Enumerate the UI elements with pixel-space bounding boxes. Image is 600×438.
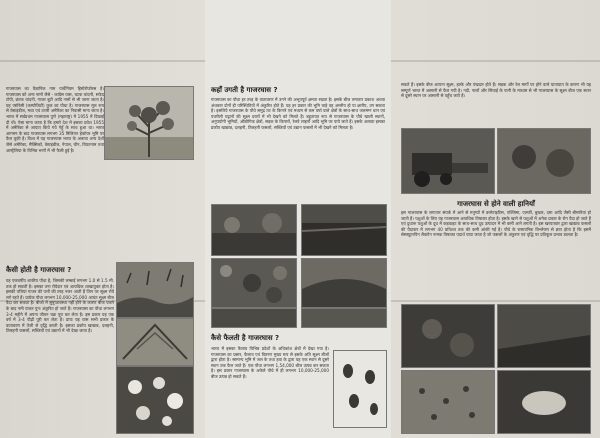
column-middle bbox=[205, 0, 391, 438]
crop-infestation-photo bbox=[301, 258, 387, 308]
description-text: यह एकवर्षीय शाकीय पौधा है, जिसकी लम्बाई लगभग 1.0 से 1.5 मी. तक हो सकती है। इसका तना रोयेदार एवं अत्यधिक शाखायुक्त होता है। इसकी पत्तियां गाजर की पत्ती की तरह नजर आती हैं जिन पर सूक्ष्म रोयें लगे रहते हैं। प्रत्येक पौधा लगभग 10,000-25,000 अत्यंत सूक्ष्म बीज पैदा कर सकता है। बीजों में सुषुप्तावस्था नहीं होने के कारण बीज पकने के बाद नमी पाकर पुनः अंकुरित हो जाते हैं। गाजरघास का पौधा लगभग 3-4 महीने में अपना जीवन चक्र पूरा कर लेता है। इस प्रकार यह एक वर्ष में 3-4 पीढ़ी पूरी कर लेता है। प्रायः यह घास सभी प्रकार के वातावरण में तेजी से वृद्धि करती है। इसका प्रकोप खाद्यान्न, दलहनी, तिलहनी फसलों, सब्जियों एवं उद्यानों में भी देखा जाता है। bbox=[6, 278, 114, 334]
grass-field-photo bbox=[116, 262, 194, 318]
dense-weed-photo bbox=[211, 258, 297, 308]
parthenium-plant-photo bbox=[104, 86, 194, 160]
column-right bbox=[397, 0, 594, 438]
intro-text: गाजरघास का वैज्ञानिक नाम पार्थेनियम हिस्टेरोफोरस है। गाजरघास को अन्य नामों जैसे - कांग्रेस घास, चटक चांदनी, सफेद टोपी, छंटक चांदनी, गाजर बूटी आदि नामों से भी जाना जाता है। यह एस्टेरेसी (कम्पोजिटी) कुल का पौधा है। गाजरघास मूल रूप से वेस्टइंडीज, मध्य एवं उत्तरी अमेरिका का निवासी माना जाता है। भारत में सर्वप्रथम गाजरघास पुणे (महाराष्ट्र) में 1955 में दिखाई दी थी। ऐसा माना जाता है कि हमारे देश में इसका प्रवेश 1955 में अमेरिका से आयात किये गये गेहूँ के साथ हुआ था। भारत आगमन के बाद गाजरघास लगभग 35 मिलियन हेक्टेयर भूमि पर फैल चुकी है। विश्व में यह गाजरघास भारत के अलावा अन्य देशों जैसे अमेरिका, मैक्सिको, वेस्टइंडीज, नेपाल, चीन, वियतनाम तथा आस्ट्रेलिया के विभिन्न भागों में भी फैली हुई है। bbox=[6, 86, 104, 153]
skin-allergy-photo bbox=[401, 304, 495, 368]
ground-photo bbox=[211, 308, 297, 328]
seeds-photo bbox=[333, 350, 387, 428]
weed-clearing-photo bbox=[497, 128, 591, 194]
field-photo bbox=[301, 204, 387, 256]
where-grows-text: गाजरघास का पौधा हर तरह के वातावरण में उगने की अभूतपूर्व क्षमता रखता है। इसके बीज लगातार प्रकाश अथवा अंधकार दोनों ही परिस्थितियों में अंकुरित होते हैं। यह हर प्रकार की भूमि चाहे वह अम्लीय हो या क्षारीय, उग सकता है। इसलिये गाजरघास के पौधे समुद्र तट के किनारे एवं मध्यम से कम वर्षा वाले क्षेत्रों के साथ-साथ जलमग्न धान एवं पथरीली चट्टानों की सूक्ष्म दरारों में भी देखने को मिलते हैं। बहुतायत रूप से गाजरघास के पौधे खाली स्थानों, अनुपयोगी भूमियों, औद्योगिक क्षेत्रों, सड़क के किनारों, रेलवे लाइनों आदि भूमि पर पाये जाते हैं। इसके अलावा इसका प्रकोप खाद्यान्न, दलहनी, तिलहनी फसलों, सब्जियों एवं उद्यान फसलों में भी देखने को मिलता है। bbox=[211, 97, 385, 130]
crop-damage-photo bbox=[497, 304, 591, 368]
tractor-photo bbox=[401, 128, 495, 194]
harms-text: इस गाजरघास के लगातार संपर्क में आने से मनुष्यों में डरमेटाइटिस, एक्जिमा, एलर्जी, बुखार, दमा आदि जैसी बीमारियां हो जाती हैं। पशुओं के लिए यह गाजरघास अत्यधिक विषाक्त होता है। इसके खाने से पशुओं में अनेक प्रकार के रोग पैदा हो जाते हैं एवं दुधारू पशुओं के दूध में कड़वाहट के साथ-साथ दूध उत्पादन में भी कमी आने लगती है। इस खरपतवार द्वारा खाद्यान्न फसलों की पैदावार में लगभग 40 प्रतिशत तक की कमी आंकी गई है। पौधे के रासायनिक विश्लेषण से ज्ञात होता है कि इसमें सेस्क्यूटरपिन लैक्टोन नामक विषाक्त पदार्थ पाया जाता है जो फसलों के अंकुरण एवं वृद्धि पर प्रतिकूल प्रभाव डालता है। bbox=[401, 210, 591, 238]
heading-how-spreads: कैसे फैलती है गाजरघास ? bbox=[211, 334, 280, 342]
column-left bbox=[6, 0, 196, 438]
cattle-feed-photo bbox=[497, 370, 591, 434]
spread-continued-text: सकते हैं। इसके बीज अत्यन्त सूक्ष्म, हल्के और पंखदार होते हैं। सड़क और रेल मार्गों पर होने वाले यातायात के कारण भी यह सम्पूर्ण भारत में आसानी से फैल गयी है। नदी, नालों और सिंचाई के पानी के माध्यम से भी गाजरघास के सूक्ष्म बीज एक स्थान से दूसरे स्थान पर आसानी से पहुँच जाते हैं। bbox=[401, 82, 591, 99]
heading-where-grows: कहाँ उगती है गाजरघास ? bbox=[211, 86, 278, 94]
rash-photo bbox=[401, 370, 495, 434]
roadside-photo bbox=[211, 204, 297, 256]
leaf-closeup-photo bbox=[116, 318, 194, 366]
heading-harms: गाजरघास से होने वाली हानियाँ bbox=[457, 200, 535, 208]
flower-closeup-photo bbox=[116, 366, 194, 434]
heading-what-is: कैसी होती है गाजरघास ? bbox=[6, 266, 72, 274]
plant-photo bbox=[301, 308, 387, 328]
how-spreads-text: भारत में इसका फैलाव विभिन्न प्रदेशों के अधिकांश क्षेत्रों में देखा गया है। गाजरघास का प्रसार, फैलाव एवं वितरण मुख्य रूप से इसके अति सूक्ष्म बीजों द्वारा होता है। सामान्य भूमि में जल के तथा हवा के द्वारा यह एक स्थान से दूसरे स्थान तक फैल जाते हैं। एक पौधा लगभग 1,54,000 बीज उत्पन्न कर सकता है। इस प्रकार गाजरघास के अकेले पौधे में ही लगभग 10,000-25,000 बीज उत्पन्न हो सकते हैं। bbox=[211, 346, 329, 379]
